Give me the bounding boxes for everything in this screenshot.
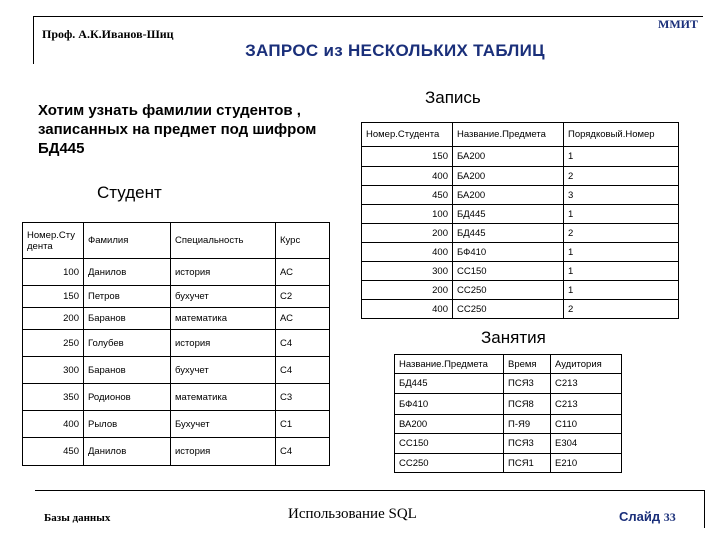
enrollment-subject-cell: СС250 — [453, 281, 564, 300]
enrollment-header-student-id: Номер.Студента — [362, 123, 453, 147]
header-rule — [33, 16, 703, 17]
table-row — [23, 308, 330, 330]
slide-number-label — [619, 509, 676, 525]
enrollment-order-cell: 1 — [564, 262, 679, 281]
enrollment-subject-cell: БФ410 — [453, 243, 564, 262]
enrollment-student-id-cell: 400 — [362, 300, 453, 319]
table-header-row — [362, 123, 679, 147]
table-row — [23, 286, 330, 308]
classes-room-cell: С110 — [551, 415, 622, 434]
student-specialty-cell: Бухучет — [171, 411, 276, 438]
slide-label: Слайд — [619, 509, 661, 524]
student-surname-cell: Баранов — [84, 308, 171, 330]
student-specialty-cell: бухучет — [171, 357, 276, 384]
student-course-cell: С2 — [276, 286, 330, 308]
student-id-cell: 300 — [23, 357, 84, 384]
table-row — [23, 357, 330, 384]
table-row — [362, 243, 679, 262]
table-header-row — [395, 355, 622, 374]
enrollment-student-id-cell: 200 — [362, 281, 453, 300]
footer-course-name: Базы данных — [44, 512, 111, 524]
table-row — [362, 205, 679, 224]
student-course-cell: С4 — [276, 357, 330, 384]
enrollment-order-cell: 1 — [564, 281, 679, 300]
question-text: Хотим узнать фамилии студентов , записанных на предмет под шифром БД445 — [38, 102, 317, 157]
student-specialty-cell: история — [171, 330, 276, 357]
student-surname-cell: Баранов — [84, 357, 171, 384]
classes-room-cell: С213 — [551, 394, 622, 415]
enrollment-order-cell: 1 — [564, 205, 679, 224]
enrollment-order-cell: 2 — [564, 224, 679, 243]
enrollment-subject-cell: БД445 — [453, 205, 564, 224]
table-row — [23, 259, 330, 286]
student-header-course: Курс — [276, 223, 330, 259]
enrollment-student-id-cell: 100 — [362, 205, 453, 224]
table-row — [395, 415, 622, 434]
student-surname-cell: Голубев — [84, 330, 171, 357]
footer-right-rule — [704, 490, 705, 528]
classes-time-cell: ПСЯ3 — [504, 434, 551, 454]
table-row — [23, 384, 330, 411]
table-row — [362, 167, 679, 186]
classes-time-cell: ПСЯ8 — [504, 394, 551, 415]
student-specialty-cell: математика — [171, 308, 276, 330]
enrollment-student-id-cell: 150 — [362, 147, 453, 167]
classes-caption: Занятия — [481, 328, 546, 347]
student-id-cell: 450 — [23, 438, 84, 466]
student-specialty-cell: математика — [171, 384, 276, 411]
student-course-cell: С4 — [276, 438, 330, 466]
table-row — [395, 454, 622, 473]
student-surname-cell: Петров — [84, 286, 171, 308]
classes-subject-cell: ВА200 — [395, 415, 504, 434]
enrollment-order-cell: 1 — [564, 147, 679, 167]
enrollment-subject-cell: БА200 — [453, 147, 564, 167]
enrollment-subject-cell: БД445 — [453, 224, 564, 243]
slide-number: 33 — [663, 510, 676, 524]
table-row — [395, 434, 622, 454]
student-header-surname: Фамилия — [84, 223, 171, 259]
author-label: Проф. А.К.Иванов-Шиц — [42, 27, 174, 41]
classes-time-cell: ПСЯ1 — [504, 454, 551, 473]
footer-rule — [35, 490, 705, 491]
table-row — [362, 262, 679, 281]
enrollment-order-cell: 2 — [564, 167, 679, 186]
student-id-cell: 400 — [23, 411, 84, 438]
enrollment-student-id-cell: 200 — [362, 224, 453, 243]
classes-room-cell: Е210 — [551, 454, 622, 473]
footer-topic: Использование SQL — [288, 506, 417, 522]
enrollment-student-id-cell: 400 — [362, 243, 453, 262]
classes-header-time: Время — [504, 355, 551, 374]
enrollment-student-id-cell: 400 — [362, 167, 453, 186]
table-row — [362, 186, 679, 205]
slide-title: ЗАПРОС из НЕСКОЛЬКИХ ТАБЛИЦ — [245, 41, 545, 60]
student-table — [22, 222, 330, 466]
student-specialty-cell: бухучет — [171, 286, 276, 308]
classes-subject-cell: СС150 — [395, 434, 504, 454]
enrollment-subject-cell: БА200 — [453, 167, 564, 186]
table-row — [395, 374, 622, 394]
classes-subject-cell: СС250 — [395, 454, 504, 473]
enrollment-header-order: Порядковый.Номер — [564, 123, 679, 147]
enrollment-student-id-cell: 300 — [362, 262, 453, 281]
student-header-id: Номер.Сту дента — [23, 223, 84, 259]
student-caption: Студент — [97, 183, 162, 202]
table-row — [23, 411, 330, 438]
enrollment-table — [361, 122, 679, 319]
enrollment-subject-cell: БА200 — [453, 186, 564, 205]
table-row — [362, 300, 679, 319]
enrollment-header-subject: Название.Предмета — [453, 123, 564, 147]
student-course-cell: С3 — [276, 384, 330, 411]
classes-room-cell: С213 — [551, 374, 622, 394]
student-specialty-cell: история — [171, 438, 276, 466]
student-id-cell: 150 — [23, 286, 84, 308]
classes-time-cell: ПСЯ3 — [504, 374, 551, 394]
student-id-cell: 200 — [23, 308, 84, 330]
classes-time-cell: П-Я9 — [504, 415, 551, 434]
enrollment-subject-cell: СС250 — [453, 300, 564, 319]
enrollment-order-cell: 1 — [564, 243, 679, 262]
table-row — [23, 438, 330, 466]
table-row — [362, 147, 679, 167]
student-surname-cell: Родионов — [84, 384, 171, 411]
table-row — [362, 281, 679, 300]
student-surname-cell: Данилов — [84, 438, 171, 466]
student-specialty-cell: история — [171, 259, 276, 286]
classes-header-subject: Название.Предмета — [395, 355, 504, 374]
table-row — [362, 224, 679, 243]
enrollment-caption: Запись — [425, 88, 481, 107]
student-id-cell: 100 — [23, 259, 84, 286]
student-course-cell: АС — [276, 308, 330, 330]
enrollment-subject-cell: СС150 — [453, 262, 564, 281]
student-course-cell: АС — [276, 259, 330, 286]
enrollment-student-id-cell: 450 — [362, 186, 453, 205]
org-logo-text: ММИТ — [658, 17, 698, 31]
enrollment-order-cell: 2 — [564, 300, 679, 319]
classes-table — [394, 354, 622, 473]
table-row — [23, 330, 330, 357]
student-id-cell: 350 — [23, 384, 84, 411]
student-id-cell: 250 — [23, 330, 84, 357]
enrollment-order-cell: 3 — [564, 186, 679, 205]
table-header-row — [23, 223, 330, 259]
student-course-cell: С1 — [276, 411, 330, 438]
student-surname-cell: Данилов — [84, 259, 171, 286]
classes-header-room: Аудитория — [551, 355, 622, 374]
student-header-specialty: Специальность — [171, 223, 276, 259]
classes-subject-cell: БФ410 — [395, 394, 504, 415]
classes-room-cell: Е304 — [551, 434, 622, 454]
classes-subject-cell: БД445 — [395, 374, 504, 394]
student-course-cell: С4 — [276, 330, 330, 357]
student-surname-cell: Рылов — [84, 411, 171, 438]
table-row — [395, 394, 622, 415]
